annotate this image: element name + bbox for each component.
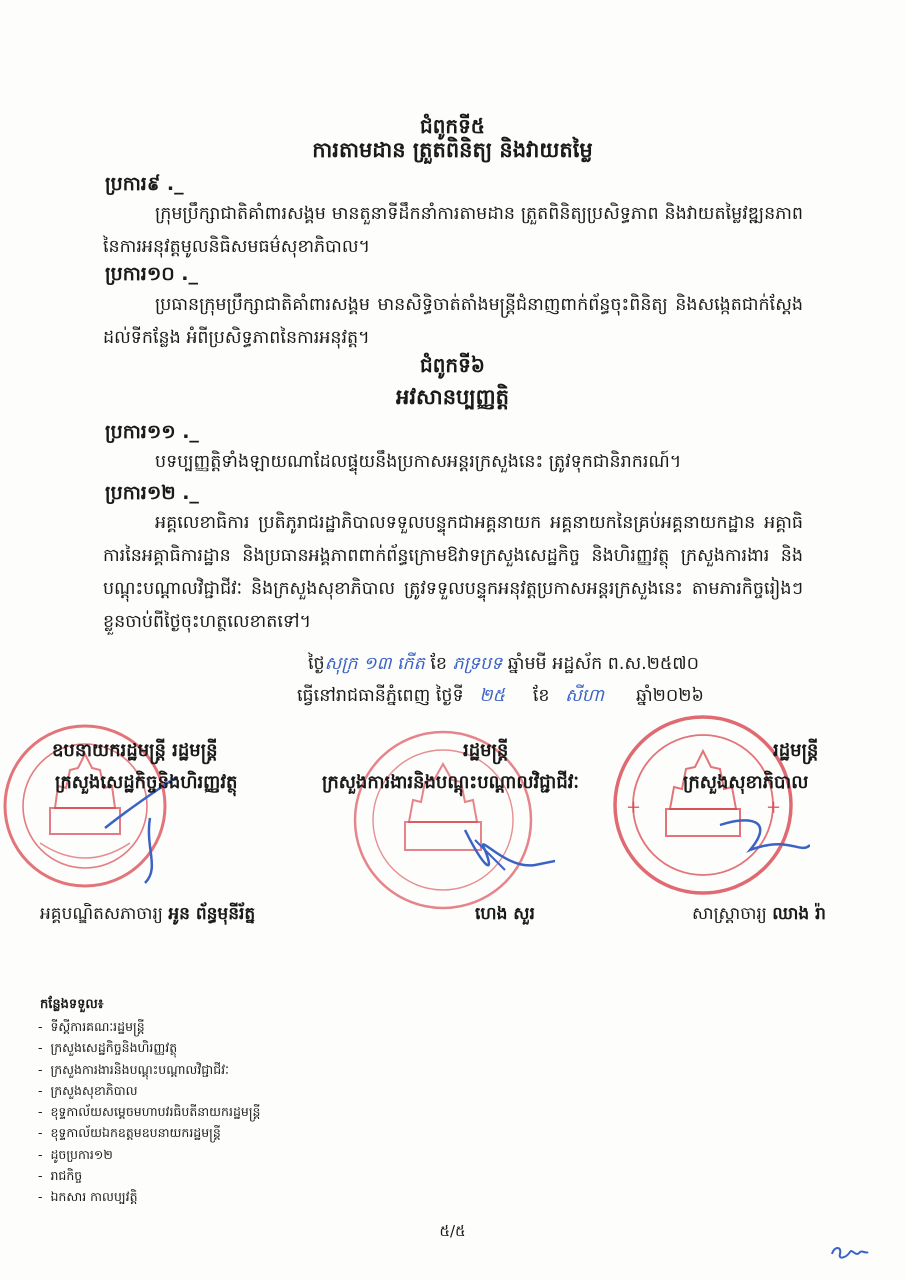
- signatory-1-title: ឧបនាយករដ្ឋមន្ត្រី រដ្ឋមន្ត្រី: [52, 740, 218, 761]
- initials-mark: [828, 1240, 872, 1264]
- signatory-1-name: អគ្គបណ្ឌិតសភាចារ្យ អូន ព័ន្ធមុនីរ័ត្ន: [40, 904, 256, 924]
- list-item: - ខុទ្ទកាល័យសម្តេចមហាបវរធិបតីនាយករដ្ឋមន្ត្រី: [38, 1101, 261, 1122]
- list-item: - ខុទ្ទកាល័យឯកឧត្តមឧបនាយករដ្ឋមន្ត្រី: [38, 1122, 261, 1143]
- list-item: - ទីស្តីការគណៈរដ្ឋមន្ត្រី: [38, 1016, 261, 1037]
- recipients-heading: កន្លែងទទួល៖: [40, 997, 104, 1012]
- signatory-2-name: ហេង សួរ: [475, 904, 535, 924]
- chapter-heading: ជំពូកទី៦: [420, 353, 485, 377]
- chapter-heading: ជំពូកទី៥: [420, 114, 485, 138]
- ministry-seal-right: [600, 705, 810, 905]
- article-heading: ប្រការ៩ ._: [105, 173, 184, 195]
- list-item: - ដូចប្រការ១២: [38, 1144, 261, 1165]
- article-text: អគ្គលេខាធិការ ប្រតិភូរាជរដ្ឋាភិបាលទទួលបន្ទុកជាអគ្គនាយក អគ្គនាយកនៃគ្រប់អគ្គនាយកដ្ឋាន អគ្គាធិការនៃអគ្គាធិការដ្ឋាន និងប្រធានអង្គភាពពាក់ព័ន្ធក្រោមឱវាទក្រសួងសេដ្ឋកិច្ច និងហិរញ្ញវត្ថុ ក្រសួងការងារ និងបណ្តុះបណ្តាលវិជ្ជាជីវៈ និងក្រសួងសុខាភិបាល ត្រូវទទួលបន្ទុកអនុវត្តប្រកាសអន្តរក្រសួងនេះ តាមភារកិច្ចរៀងៗខ្លួនចាប់ពីថ្ងៃចុះហត្ថលេខាតទៅ។: [103, 513, 803, 632]
- dateline-solar: ធ្វើនៅរាជធានីភ្នំពេញ ថ្ងៃទី ២៥ ខែ សីហា ឆ្នាំ២០២៦: [297, 686, 704, 706]
- signatory-3-ministry: ក្រសួងសុខាភិបាល: [683, 772, 809, 793]
- signatory-1-ministry: ក្រសួងសេដ្ឋកិច្ចនិងហិរញ្ញវត្ថុ: [55, 772, 238, 793]
- recipients-list: [38, 1016, 261, 1208]
- chapter-title: ការតាមដាន ត្រួតពិនិត្យ និងវាយតម្លៃ: [312, 138, 593, 162]
- article-text: ប្រធានក្រុមប្រឹក្សាជាតិគាំពារសង្គម មានសិទ្ធិចាត់តាំងមន្ត្រីជំនាញពាក់ព័ន្ធចុះពិនិត្យ និងសង្កេតជាក់ស្តែងដល់ទីកន្លែង អំពីប្រសិទ្ធភាពនៃការអនុវត្ត។: [103, 295, 803, 348]
- list-item: - ក្រសួងសេដ្ឋកិច្ចនិងហិរញ្ញវត្ថុ: [38, 1037, 261, 1058]
- list-item: - ក្រសួងសុខាភិបាល: [38, 1080, 261, 1101]
- signatory-3-title: រដ្ឋមន្ត្រី: [773, 740, 819, 761]
- handwritten-month: សីហា: [565, 686, 604, 706]
- handwritten-day: សុក្រ ១៣ កើត: [324, 654, 425, 674]
- ministry-seal-center: [335, 720, 555, 910]
- signatory-3-name: សាស្ត្រាចារ្យ ឈាង រ៉ា: [692, 904, 826, 924]
- handwritten-date: ២៥: [479, 686, 505, 706]
- svg-text:+: +: [626, 797, 642, 818]
- list-item: - ក្រសួងការងារនិងបណ្តុះបណ្តាលវិជ្ជាជីវៈ: [38, 1059, 261, 1080]
- article-heading: ប្រការ១១ ._: [105, 421, 199, 443]
- signatory-2-title: រដ្ឋមន្ត្រី: [463, 740, 509, 761]
- svg-text:+: +: [766, 797, 782, 818]
- list-item: - ឯកសារ កាលប្បវត្តិ: [38, 1186, 261, 1207]
- signatory-2-ministry: ក្រសួងការងារនិងបណ្តុះបណ្តាលវិជ្ជាជីវៈ: [322, 772, 579, 793]
- dateline-lunar: ថ្ងៃសុក្រ ១៣ កើត ខែ ភទ្របទ ឆ្នាំមមី អដ្ឋស័ក ព.ស.២៥៧០: [308, 654, 700, 674]
- article-text: បទប្បញ្ញត្តិទាំងឡាយណាដែលផ្ទុយនឹងប្រកាសអន្តរក្រសួងនេះ ត្រូវទុកជានិរាករណ៍។: [155, 452, 682, 472]
- article-text: ក្រុមប្រឹក្សាជាតិគាំពារសង្គម មានតួនាទីដឹកនាំការតាមដាន ត្រួតពិនិត្យប្រសិទ្ធភាព និងវាយតម្លៃវឌ្ឍនភាពនៃការអនុវត្តមូលនិធិសមធម៌សុខាភិបាល។: [103, 204, 803, 257]
- page-number: ៥/៥: [439, 1222, 466, 1240]
- article-heading: ប្រការ១២ ._: [105, 482, 199, 504]
- handwritten-month: ភទ្របទ: [452, 654, 503, 674]
- list-item: - រាជកិច្ច: [38, 1165, 261, 1186]
- article-heading: ប្រការ១០ ._: [105, 263, 199, 285]
- chapter-title: អវសានប្បញ្ញត្តិ: [396, 385, 509, 409]
